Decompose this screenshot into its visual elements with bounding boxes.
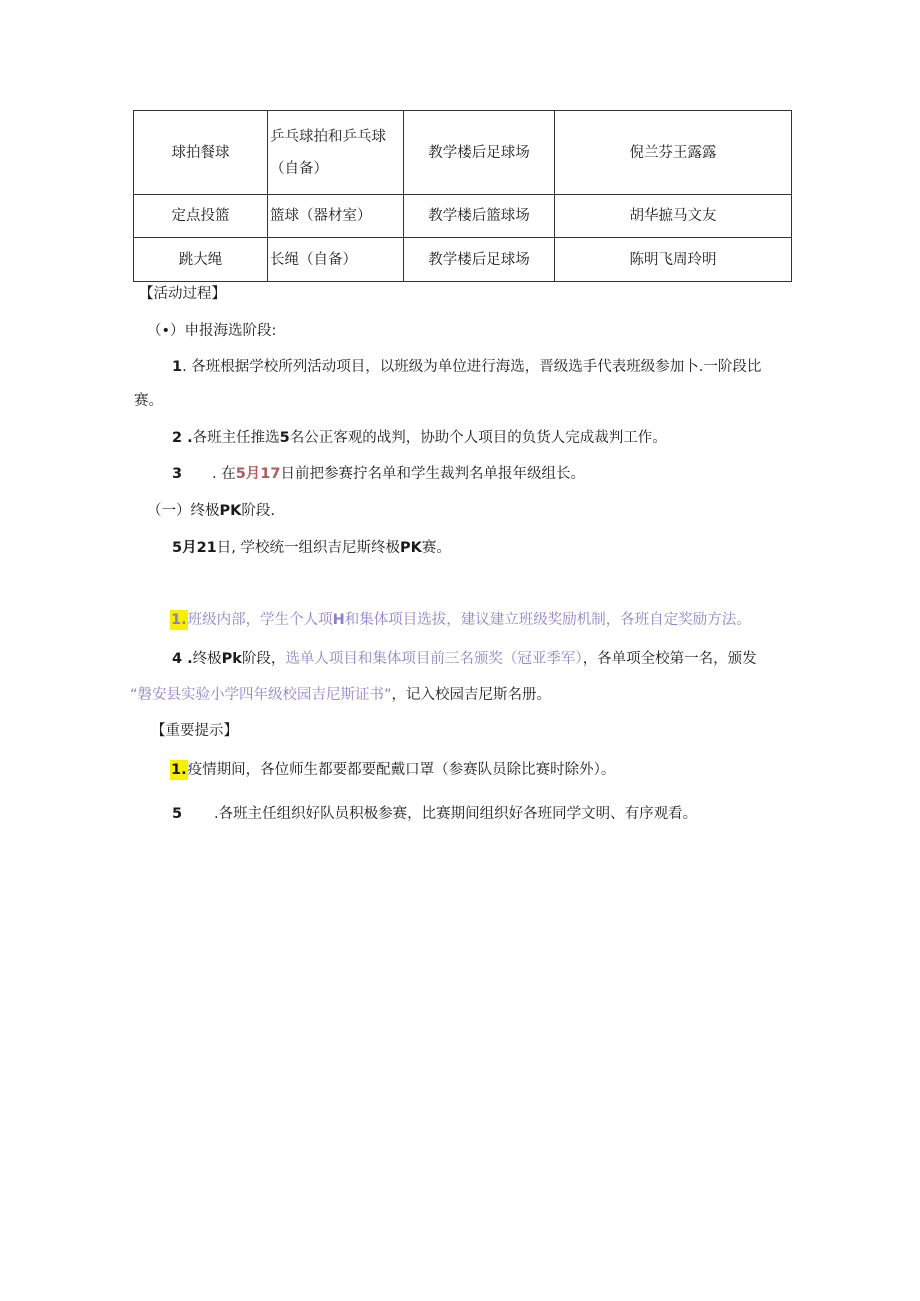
item-text: 名公正客观的战判，协助个人项目的负货人完成裁判工作。 [289, 430, 667, 446]
paragraph-tip-1 [170, 759, 615, 781]
table-cell: 陈明飞周玲明 [555, 238, 792, 282]
item-text: .各班主任组织好队员积极参赛，比赛期间组织好各班同学文明、有序观看。 [214, 806, 698, 822]
table-row [134, 195, 792, 238]
item-text: 日前把参赛拧名单和学生裁判名单报年级组长。 [280, 466, 585, 482]
table-cell: 长绳（自备） [268, 238, 404, 282]
highlight-date: 5月17 [235, 466, 281, 482]
table-cell: 篮球（器材室） [268, 195, 404, 238]
item-text: 班级内部，学生个人项 [187, 612, 333, 628]
item-text: 疫情期间，各位师生都要都要配戴口罩（参赛队员除比赛时除外）。 [187, 762, 616, 778]
item-number: 5 [279, 430, 290, 446]
table-row [134, 111, 792, 195]
item-text: H [332, 612, 345, 628]
item-text: . 各班根据学校所列活动项目，以班级为单位进行海选，晋级选手代表班级参加卜.一阶段比 [182, 359, 762, 375]
item-text-purple: 选单人项目和集体项目前三名颁奖（冠亚季军） [285, 651, 583, 667]
table-cell: 球拍餐球 [134, 111, 268, 195]
item-number: 3 [172, 466, 183, 482]
paragraph-final [172, 537, 451, 559]
table-cell: 教学楼后足球场 [404, 238, 555, 282]
item-number: 4 . [172, 651, 193, 667]
paragraph-item-3 [172, 463, 585, 485]
paragraph-continuation [130, 684, 551, 706]
cell-line: （自备） [270, 160, 328, 177]
stage-text: 阶段. [241, 503, 275, 519]
highlighted-number: 1. [171, 762, 187, 778]
item-number: 1 [172, 359, 183, 375]
paragraph-tip-5 [172, 803, 697, 825]
section-heading-tips: 【重要提示】 [151, 723, 238, 739]
cell-line: 乒乓球拍和乒乓球 [270, 128, 386, 145]
stage-heading [147, 500, 275, 522]
paragraph-item-2 [172, 427, 667, 449]
table-cell [268, 111, 404, 195]
table-cell: 跳大绳 [134, 238, 268, 282]
table-cell: 教学楼后足球场 [404, 111, 555, 195]
item-text: 日, 学校统一组织吉尼斯终极 [216, 540, 400, 556]
item-text: 终极 [192, 651, 222, 667]
stage-heading: （•）申报海选阶段: [147, 323, 277, 339]
certificate-name: “磐安县实验小学四年级校园吉尼斯证书” [130, 687, 392, 703]
pk-text: Pk [221, 651, 242, 667]
table-cell: 教学楼后篮球场 [404, 195, 555, 238]
paragraph-purple-1 [170, 609, 751, 631]
table-cell: 定点投篮 [134, 195, 268, 238]
pk-text: PK [219, 503, 242, 519]
stage-text: （一）终极 [147, 503, 220, 519]
item-text: . 在 [212, 466, 236, 482]
paragraph-continuation: 赛。 [134, 393, 163, 409]
date-text: 5月21 [172, 540, 217, 556]
item-text: 阶段， [241, 651, 286, 667]
item-text: 赛。 [421, 540, 451, 556]
item-text: 各班主任推选 [192, 430, 280, 446]
pk-text: PK [400, 540, 422, 556]
item-text: 和集体项目选拔，建议建立班级奖励机制，各班自定奖励方法。 [344, 612, 751, 628]
table-cell: 胡华摭马文友 [555, 195, 792, 238]
item-text: ，记入校园吉尼斯名册。 [391, 687, 552, 703]
highlighted-number: 1. [171, 612, 187, 628]
section-heading-process: 【活动过程】 [139, 286, 226, 302]
paragraph-item-1 [172, 356, 761, 378]
table-row [134, 238, 792, 282]
item-number: 2 . [172, 430, 193, 446]
table-cell: 倪兰芬王露露 [555, 111, 792, 195]
item-text: ，各单项全校第一名，颁发 [582, 651, 757, 667]
paragraph-item-4 [172, 648, 757, 670]
item-number: 5 [172, 806, 183, 822]
event-table [133, 110, 792, 282]
